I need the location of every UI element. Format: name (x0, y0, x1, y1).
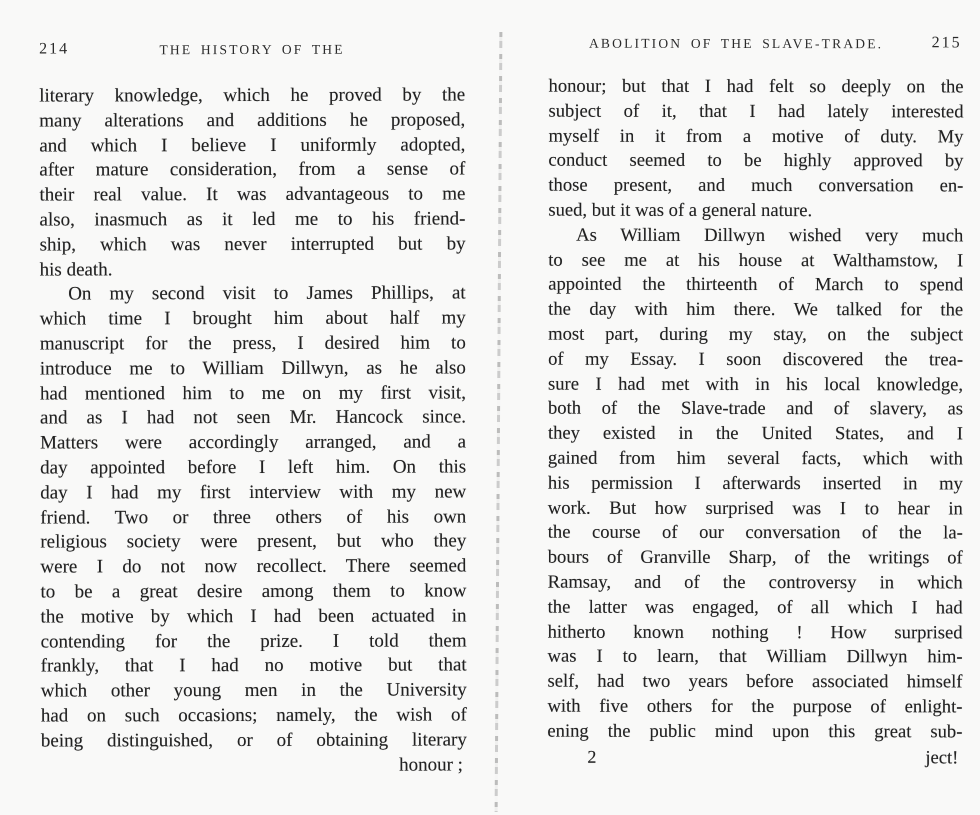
text-line: bours of Granville Sharp, of the writings of (547, 546, 963, 569)
text-line: his permission I afterwards inserted in my (547, 472, 963, 495)
text-line: and as I had not seen Mr. Hancock since. (39, 406, 467, 429)
right-running-head (549, 36, 964, 57)
right-page-foot (547, 744, 962, 771)
text-line: literary knowledge, which he proved by the (39, 84, 466, 107)
text-line: religious society were present, but who they (40, 530, 467, 553)
text-line: his death. (39, 258, 113, 281)
text-line: to be a great desire among them to know (40, 580, 467, 603)
right-running-title: ABOLITION OF THE SLAVE-TRADE. (588, 35, 884, 52)
left-catchword: honour ; (399, 753, 463, 776)
text-line: honour; but that I had felt so deeply on the (548, 75, 964, 98)
book-gutter-binding-marks (495, 32, 503, 812)
text-line: their real value. It was advantageous to me (39, 183, 466, 206)
text-line: sued, but it was of a general nature. (548, 199, 813, 222)
text-line: was I to learn, that William Dillwyn him- (547, 645, 963, 668)
text-line: had on such occasions; namely, the wish of (40, 704, 467, 727)
text-line: manuscript for the press, I desired him to (39, 332, 466, 355)
text-line: of my Essay. I soon discovered the trea- (548, 348, 964, 371)
text-line: with five others for the purpose of enlight- (547, 695, 963, 718)
text-line: and which I believe I uniformly adopted, (39, 134, 466, 157)
text-line: Ramsay, and of the controversy in which (547, 571, 963, 594)
text-line: Matters were accordingly arranged, and a (40, 431, 467, 454)
text-line: many alterations and additions he proposed, (39, 109, 466, 132)
left-running-head (39, 41, 465, 62)
left-page-body (39, 83, 467, 754)
right-catchword: ject! (925, 746, 959, 768)
text-line: day appointed before I left him. On this (40, 456, 467, 479)
press-signature-mark: 2 (587, 746, 597, 767)
left-page-number: 214 (39, 40, 70, 58)
text-line: frankly, that I had no motive but that (40, 654, 467, 677)
text-line: both of the Slave-trade and of slavery, as (547, 397, 964, 420)
text-line: appointed the thirteenth of March to spend (548, 274, 964, 296)
text-line: introduce me to William Dillwyn, as he also (39, 357, 466, 380)
left-page (39, 41, 467, 778)
text-line: the motive by which I had been actuated in (40, 605, 467, 628)
text-line: after mature consideration, from a sense of (39, 158, 466, 181)
text-line: self, had two years before associated himself (547, 670, 963, 693)
text-line: ship, which was never interrupted but by (39, 233, 466, 256)
text-line: work. But how surprised was I to hear in (547, 497, 963, 519)
text-line: contending for the prize. I told them (40, 629, 467, 653)
text-line: which time I brought him about half my (39, 307, 466, 330)
text-line: being distinguished, or of obtaining literary (40, 729, 467, 752)
right-page-number: 215 (931, 34, 962, 52)
text-line: the day with him there. We talked for the (548, 298, 964, 321)
text-line: the course of our conversation of the la- (547, 521, 963, 544)
text-line: On my second visit to James Phillips, at (68, 282, 466, 305)
text-line: myself in it from a motive of duty. My (548, 125, 964, 147)
text-line: ening the public mind upon this great sub- (547, 720, 963, 743)
text-line: gained from him several facts, which with (547, 447, 963, 470)
text-line: they existed in the United States, and I (547, 422, 963, 445)
text-line: which other young men in the University (40, 679, 467, 702)
text-line: friend. Two or three others of his own (40, 505, 467, 529)
text-line: the latter was engaged, of all which I had (547, 596, 963, 619)
text-line: hitherto known nothing ! How surprised (547, 621, 963, 643)
text-line: those present, and much conversation en- (548, 174, 964, 197)
text-line: had mentioned him to me on my first visit, (39, 382, 466, 405)
right-page-body (547, 75, 963, 745)
left-running-title: THE HISTORY OF THE (159, 41, 345, 58)
text-line: subject of it, that I had lately interested (548, 100, 964, 123)
text-line: to see me at his house at Walthamstow, I (548, 249, 964, 271)
right-page (547, 36, 963, 771)
text-line: day I had my first interview with my new (40, 481, 467, 504)
left-page-foot (41, 753, 467, 779)
text-line: also, inasmuch as it led me to his friend- (39, 208, 466, 231)
text-line: were I do not now recollect. There seemed (40, 555, 467, 578)
text-line: As William Dillwyn wished very much (576, 224, 964, 247)
text-line: conduct seemed to be highly approved by (548, 150, 964, 172)
text-line: most part, during my stay, on the subject (548, 323, 964, 346)
text-line: sure I had met with in his local knowledge, (548, 373, 964, 395)
